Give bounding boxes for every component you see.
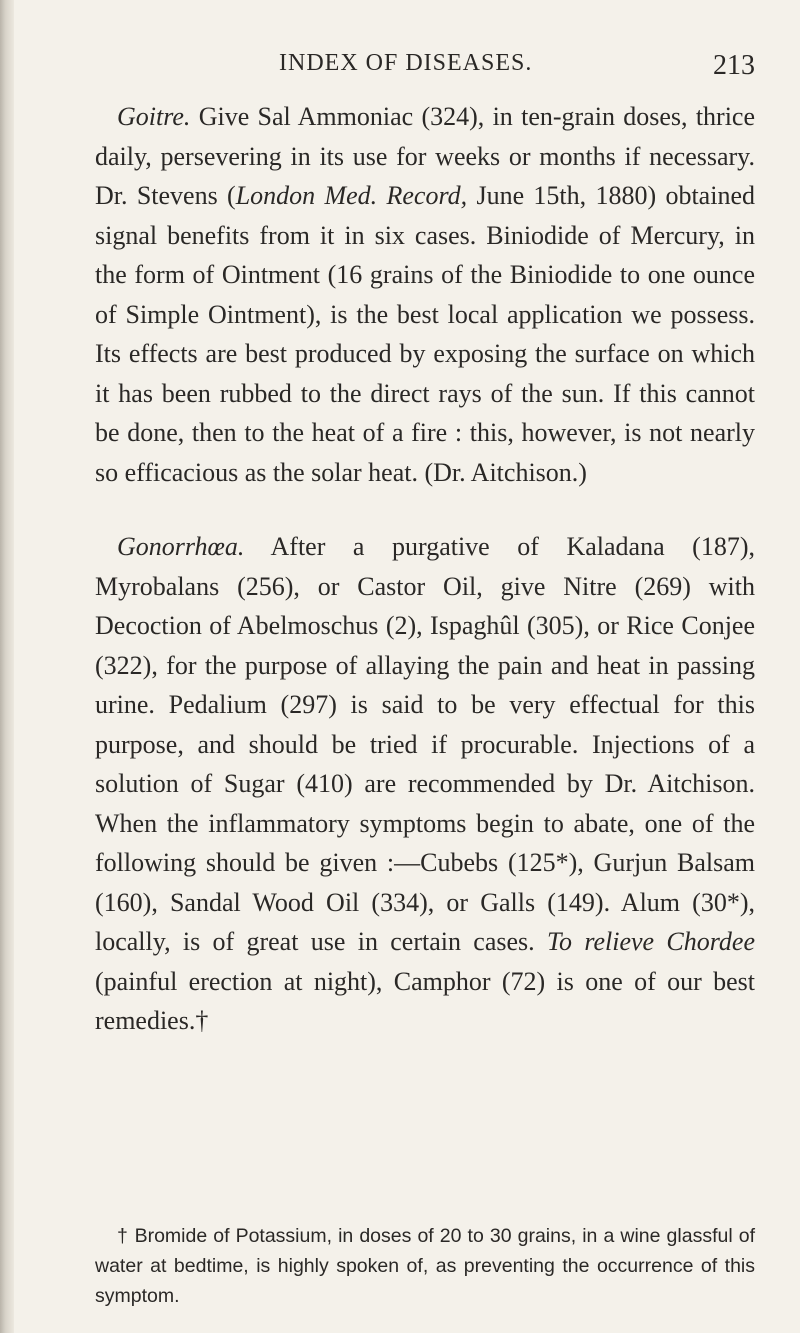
text-segment: After a purgative of Kaladana (187), Myrobalans (256), or Castor Oil, give Nitre (269) with Decoction of Abelmoschus (2), Ispaghûl (305), or Rice Conjee (322), for the purpose of allaying the pain and heat in passing urine. Pedalium (297) is said to be very effectual for this purpose, and should be tried if procurable. Injections of a solution of Sugar (410) are recommended by Dr. Aitchison. When the inflammatory symptoms begin to abate, one of the following should be given :—Cubebs (125*), Gurjun Balsam (160), Sandal Wood Oil (334), or Galls (149). Alum (30*), locally, is of great use in certain cases. [95,532,755,956]
page-header [95,50,755,90]
text-segment: (painful erection at night), Camphor (72) is one of our best remedies.† [95,966,755,1035]
footnote: † Bromide of Potassium, in doses of 20 to 30 grains, in a wine glassful of water at bedtime, is highly spoken of, as preventing the occurrence of this symptom. [95,1225,755,1307]
text-segment: June 15th, 1880) obtained signal benefits from it in six cases. Biniodide of Mercury, in the form of Ointment (16 grains of the Biniodide to one ounce of Simple Ointment), is the best local application we possess. Its effects are best produced by exposing the surface on which it has been rubbed to the direct rays of the sun. If this cannot be done, then to the heat of a fire : this, however, is not nearly so efficacious as the solar heat. (Dr. Aitchison.) [95,181,755,487]
paragraph-gonorrhoea [95,527,755,1041]
paragraph-goitre [95,97,755,492]
text-segment: Give Sal Ammoniac (324), in ten-grain doses, thrice daily, persevering in its use for weeks or months if necessary. Dr. Stevens ( [95,102,755,210]
entry-heading: Gonorrhœa. [117,532,245,561]
subheading-chordee: To relieve Chordee [546,927,755,956]
entry-heading: Goitre. [117,102,191,131]
body-text [95,97,755,1041]
running-title: INDEX OF DISEASES. [279,50,533,76]
journal-title: London Med. Record, [235,181,468,210]
page-number: 213 [713,50,755,81]
